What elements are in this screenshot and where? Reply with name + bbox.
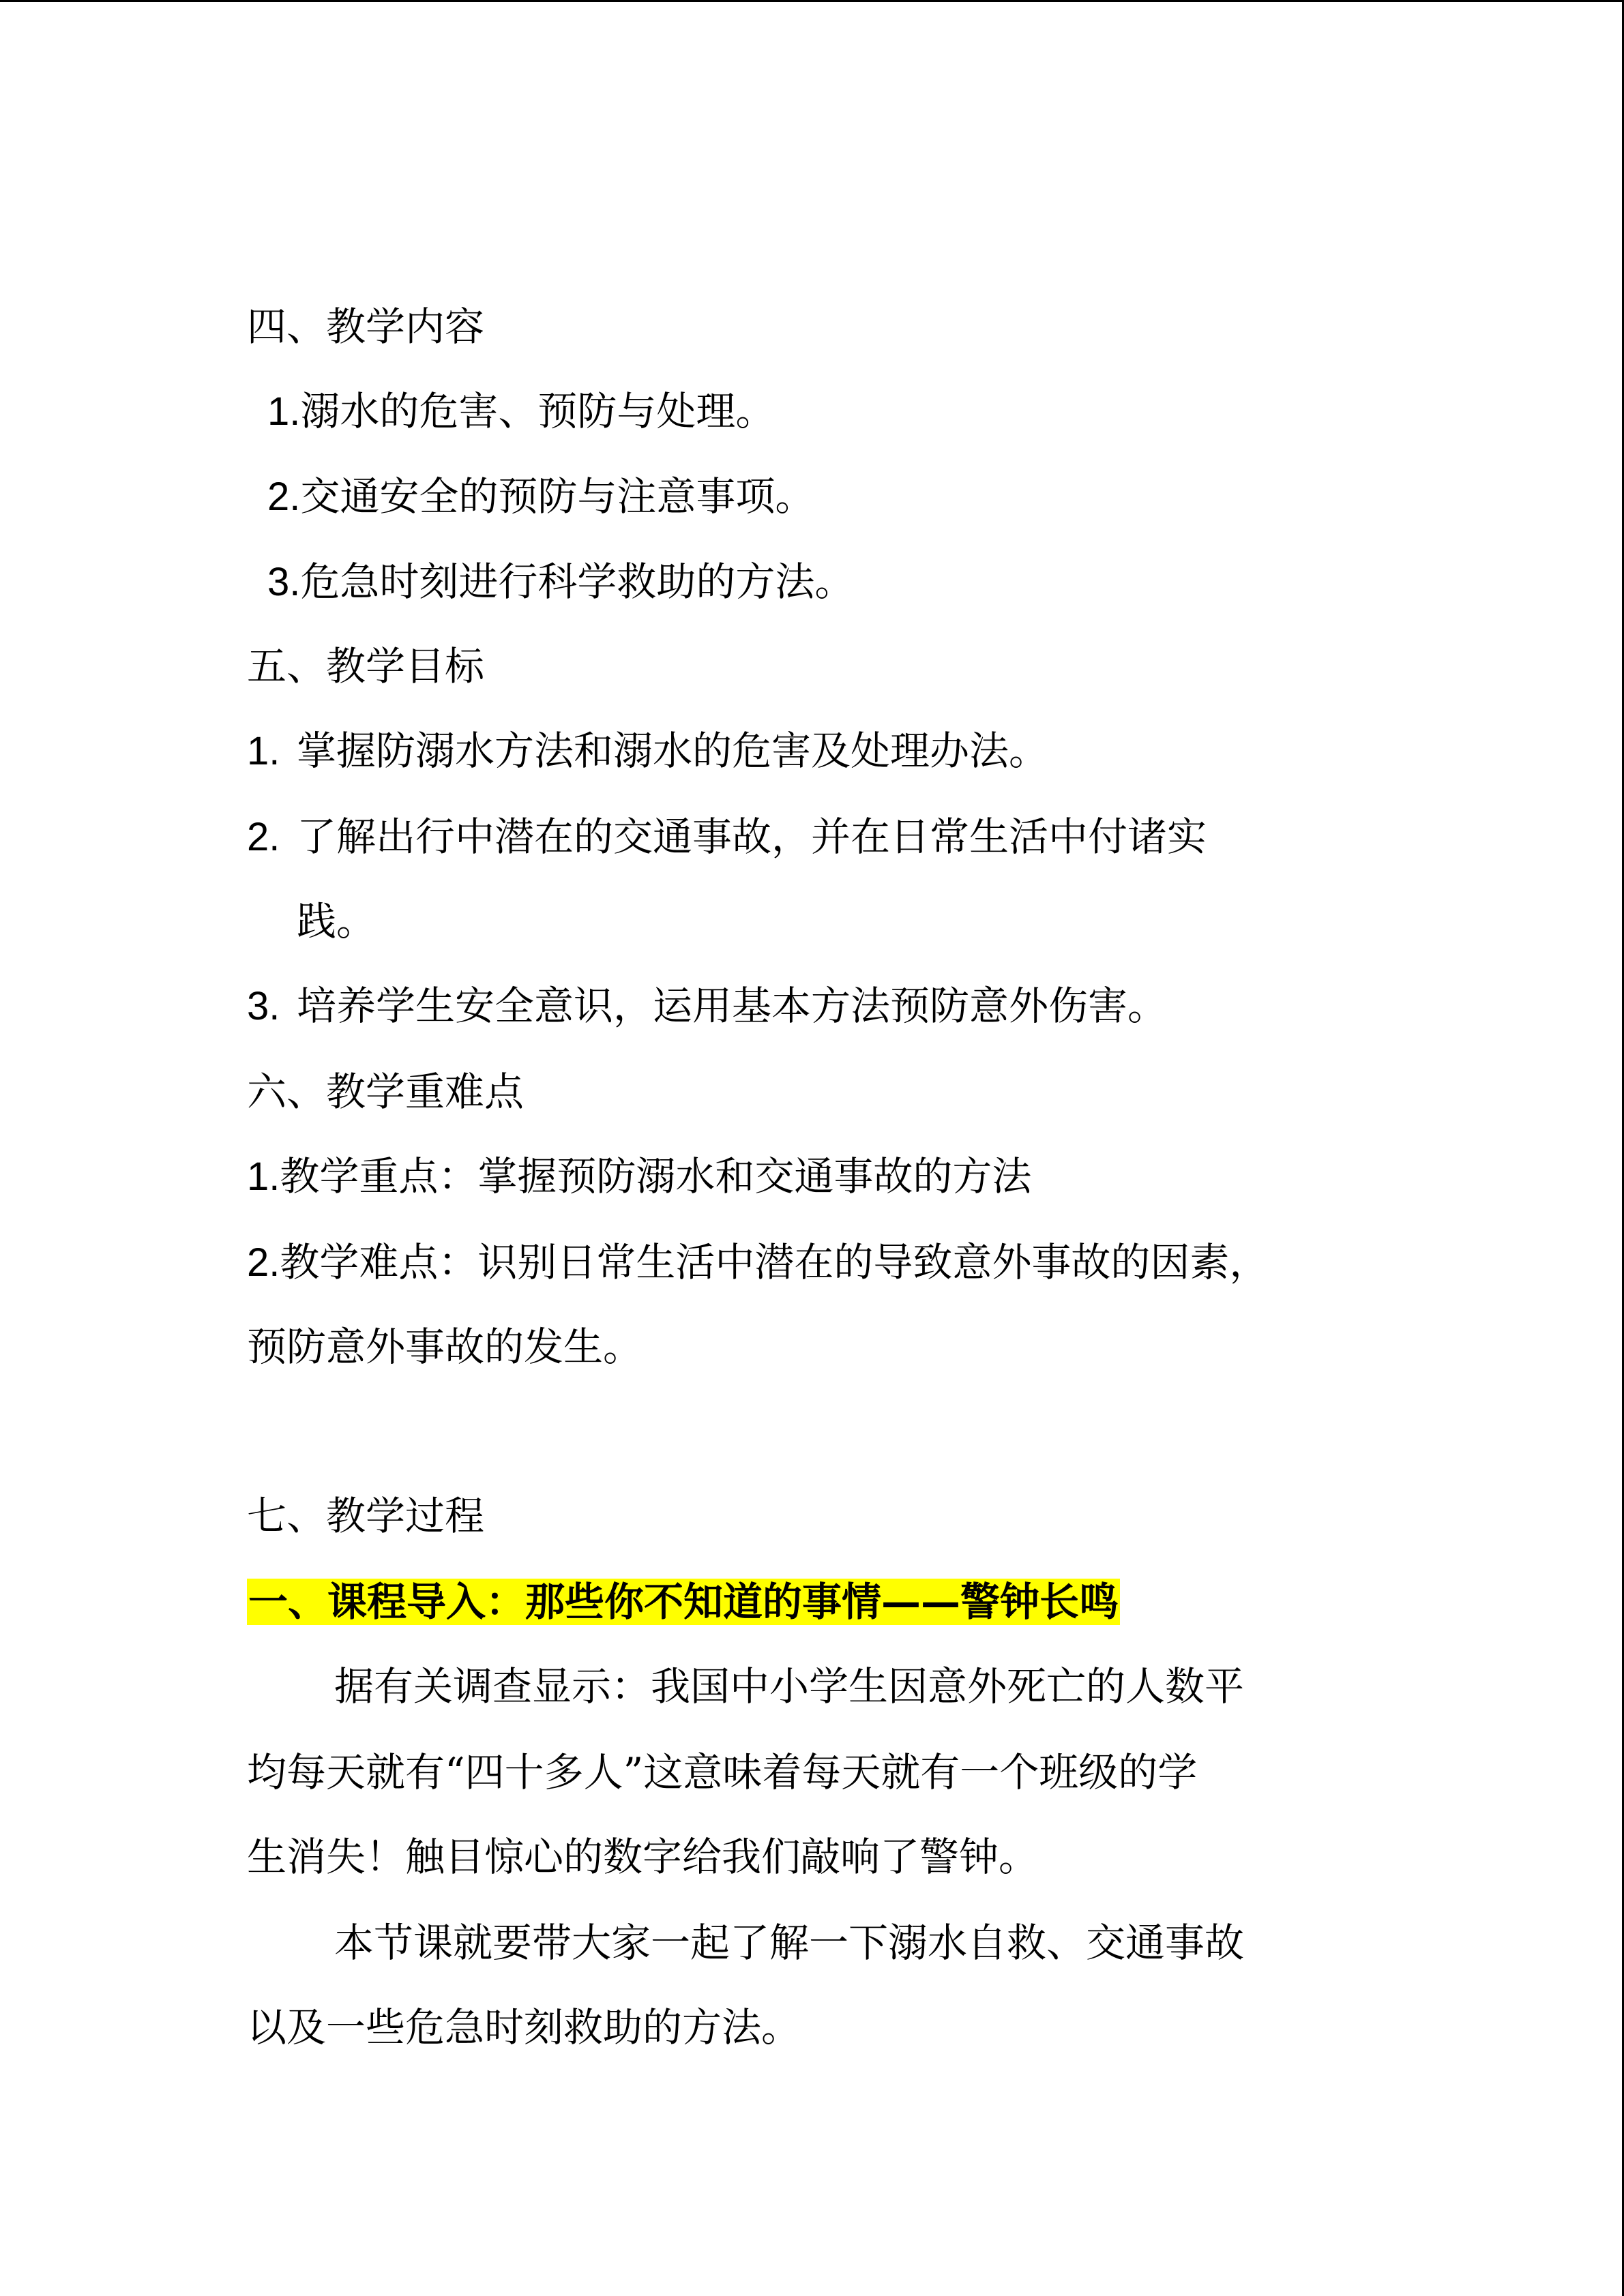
item-text: 教学重点：掌握预防溺水和交通事故的方法 <box>280 1153 1032 1199</box>
section-6-item-2 <box>247 1238 1269 1287</box>
section-5-heading: 五、教学目标 <box>247 643 485 689</box>
section-4-item-3 <box>267 557 854 606</box>
section-6-item-1 <box>247 1152 1031 1201</box>
item-text: 了解出行中潜在的交通事故，并在日常生活中付诸实 <box>297 814 1207 860</box>
item-number: 2. <box>247 815 280 859</box>
item-number: 3. <box>247 984 280 1028</box>
section-4-item-2 <box>267 472 814 521</box>
item-text: 教学难点：识别日常生活中潜在的导致意外事故的因素， <box>280 1239 1269 1285</box>
section-5-item-1 <box>247 726 1048 775</box>
section-5-item-2-continuation: 践。 <box>297 898 377 944</box>
intro-paragraph-1-line-3: 生消失！触目惊心的数字给我们敲响了警钟。 <box>247 1834 1039 1880</box>
section-5-item-3 <box>247 981 1167 1030</box>
section-7-heading: 七、教学过程 <box>247 1493 485 1539</box>
intro-paragraph-2-line-2: 以及一些危急时刻救助的方法。 <box>247 2004 801 2051</box>
item-text: 掌握防溺水方法和溺水的危害及处理办法。 <box>297 728 1049 774</box>
section-4-heading: 四、教学内容 <box>247 303 485 350</box>
intro-paragraph-1-line-1: 据有关调查显示：我国中小学生因意外死亡的人数平 <box>334 1663 1245 1710</box>
section-6-heading: 六、教学重难点 <box>247 1069 525 1115</box>
item-text: 培养学生安全意识，运用基本方法预防意外伤害。 <box>297 983 1168 1029</box>
lesson-intro-subheading <box>247 1577 1120 1626</box>
item-number: 1. <box>247 729 280 773</box>
item-number: 2. <box>267 475 301 519</box>
highlighted-subheading-text: 一、课程导入：那些你不知道的事情——警钟长鸣 <box>248 1579 1119 1625</box>
item-text: 溺水的危害、预防与处理。 <box>300 388 776 434</box>
item-number: 2. <box>247 1240 280 1285</box>
section-5-item-2 <box>247 812 1207 861</box>
section-4-item-1 <box>267 387 775 436</box>
item-number: 1. <box>247 1154 280 1199</box>
item-text: 危急时刻进行科学救助的方法。 <box>300 558 855 605</box>
item-text: 交通安全的预防与注意事项。 <box>300 473 815 520</box>
section-6-item-2-continuation: 预防意外事故的发生。 <box>247 1324 643 1370</box>
intro-paragraph-2-line-1: 本节课就要带大家一起了解一下溺水自救、交通事故 <box>334 1920 1245 1966</box>
item-number: 3. <box>267 560 301 604</box>
item-number: 1. <box>267 389 301 434</box>
intro-paragraph-1-line-2: 均每天就有“四十多人”这意味着每天就有一个班级的学 <box>247 1749 1198 1795</box>
